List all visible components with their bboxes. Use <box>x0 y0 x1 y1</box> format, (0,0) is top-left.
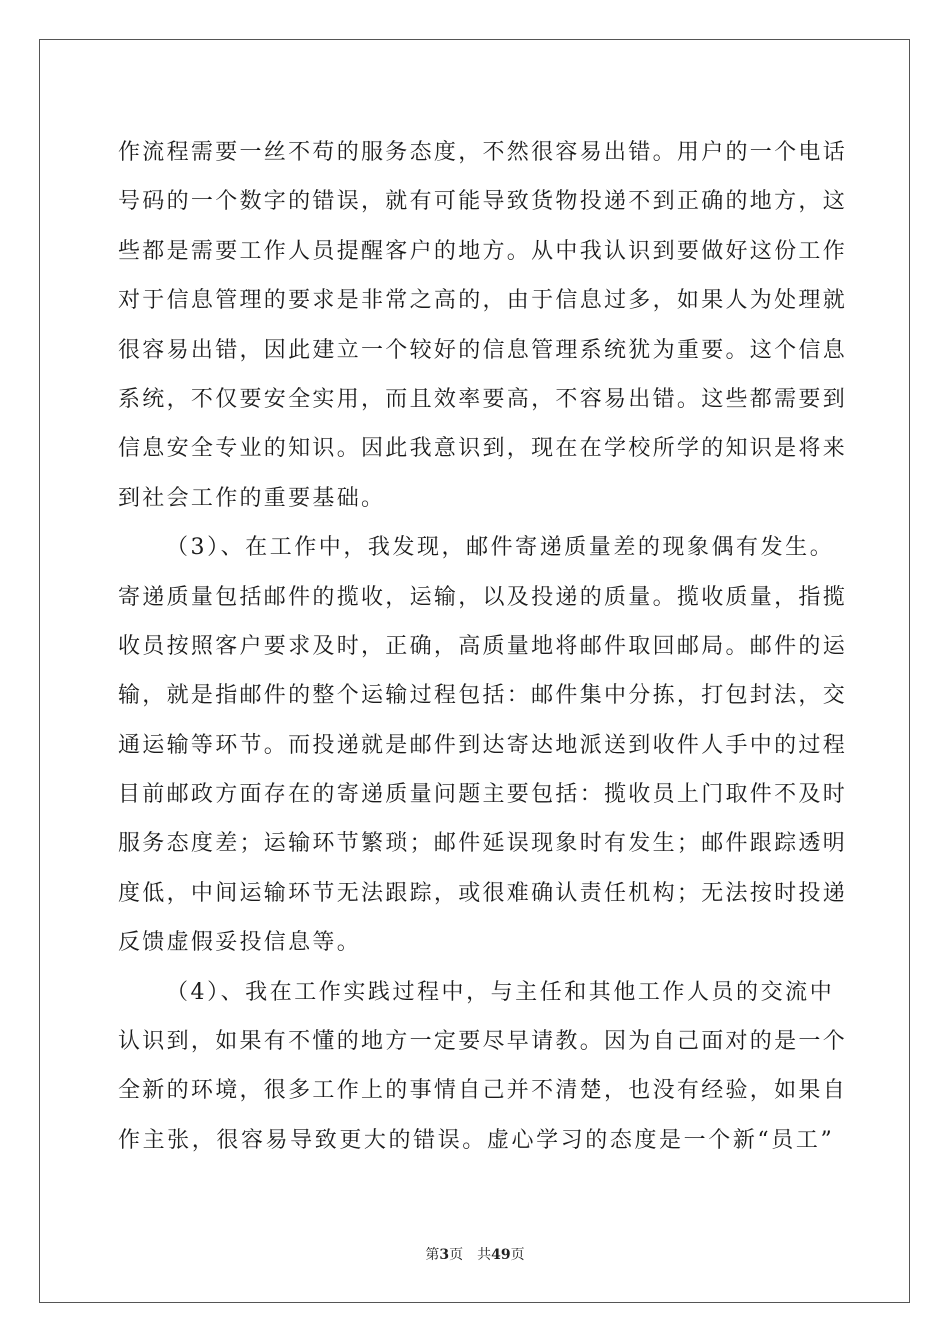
text-line: 寄递质量包括邮件的揽收，运输，以及投递的质量。揽收质量，指揽 <box>118 584 848 610</box>
page-footer <box>0 1244 950 1264</box>
text-line: 全新的环境，很多工作上的事情自己并不清楚，也没有经验，如果自 <box>118 1078 848 1104</box>
text-line: 信息安全专业的知识。因此我意识到，现在在学校所学的知识是将来 <box>118 436 848 462</box>
text-line: 作主张，很容易导致更大的错误。虚心学习的态度是一个新“员工” <box>118 1127 834 1153</box>
total-prefix: 共 <box>477 1247 492 1263</box>
document-body <box>118 128 848 1165</box>
text-line: 号码的一个数字的错误，就有可能导致货物投递不到正确的地方，这 <box>118 189 848 215</box>
text-line: 作流程需要一丝不苟的服务态度，不然很容易出错。用户的一个电话 <box>118 140 848 165</box>
text-line: 系统，不仅要安全实用，而且效率要高，不容易出错。这些都需要到 <box>118 386 848 412</box>
text-line: 些都是需要工作人员提醒客户的地方。从中我认识到要做好这份工作 <box>118 238 848 264</box>
text-line: 对于信息管理的要求是非常之高的，由于信息过多，如果人为处理就 <box>118 288 848 314</box>
page-suffix: 页 <box>449 1247 464 1263</box>
total-pages: 49 <box>491 1247 511 1263</box>
text-line: 反馈虚假妥投信息等。 <box>118 930 362 956</box>
page-number: 3 <box>439 1247 450 1263</box>
paragraph-4-start: （4）、我在工作实践过程中，与主任和其他工作人员的交流中 <box>166 979 834 1005</box>
text-line: 到社会工作的重要基础。 <box>118 485 386 511</box>
page-prefix: 第 <box>425 1247 440 1263</box>
text-line: 认识到，如果有不懂的地方一定要尽早请教。因为自己面对的是一个 <box>118 1029 848 1055</box>
text-line: 收员按照客户要求及时，正确，高质量地将邮件取回邮局。邮件的运 <box>118 633 848 659</box>
text-line: 输，就是指邮件的整个运输过程包括：邮件集中分拣，打包封法，交 <box>118 683 848 709</box>
text-line: 很容易出错，因此建立一个较好的信息管理系统犹为重要。这个信息 <box>118 337 848 363</box>
text-line: 服务态度差；运输环节繁琐；邮件延误现象时有发生；邮件跟踪透明 <box>118 831 848 857</box>
paragraph-3-start: （3）、在工作中，我发现，邮件寄递质量差的现象偶有发生。 <box>166 535 834 561</box>
text-line: 度低，中间运输环节无法跟踪，或很难确认责任机构；无法按时投递 <box>118 880 848 906</box>
text-line: 通运输等环节。而投递就是邮件到达寄达地派送到收件人手中的过程 <box>118 732 848 758</box>
text-line: 目前邮政方面存在的寄递质量问题主要包括：揽收员上门取件不及时 <box>118 782 848 808</box>
total-suffix: 页 <box>510 1247 525 1263</box>
